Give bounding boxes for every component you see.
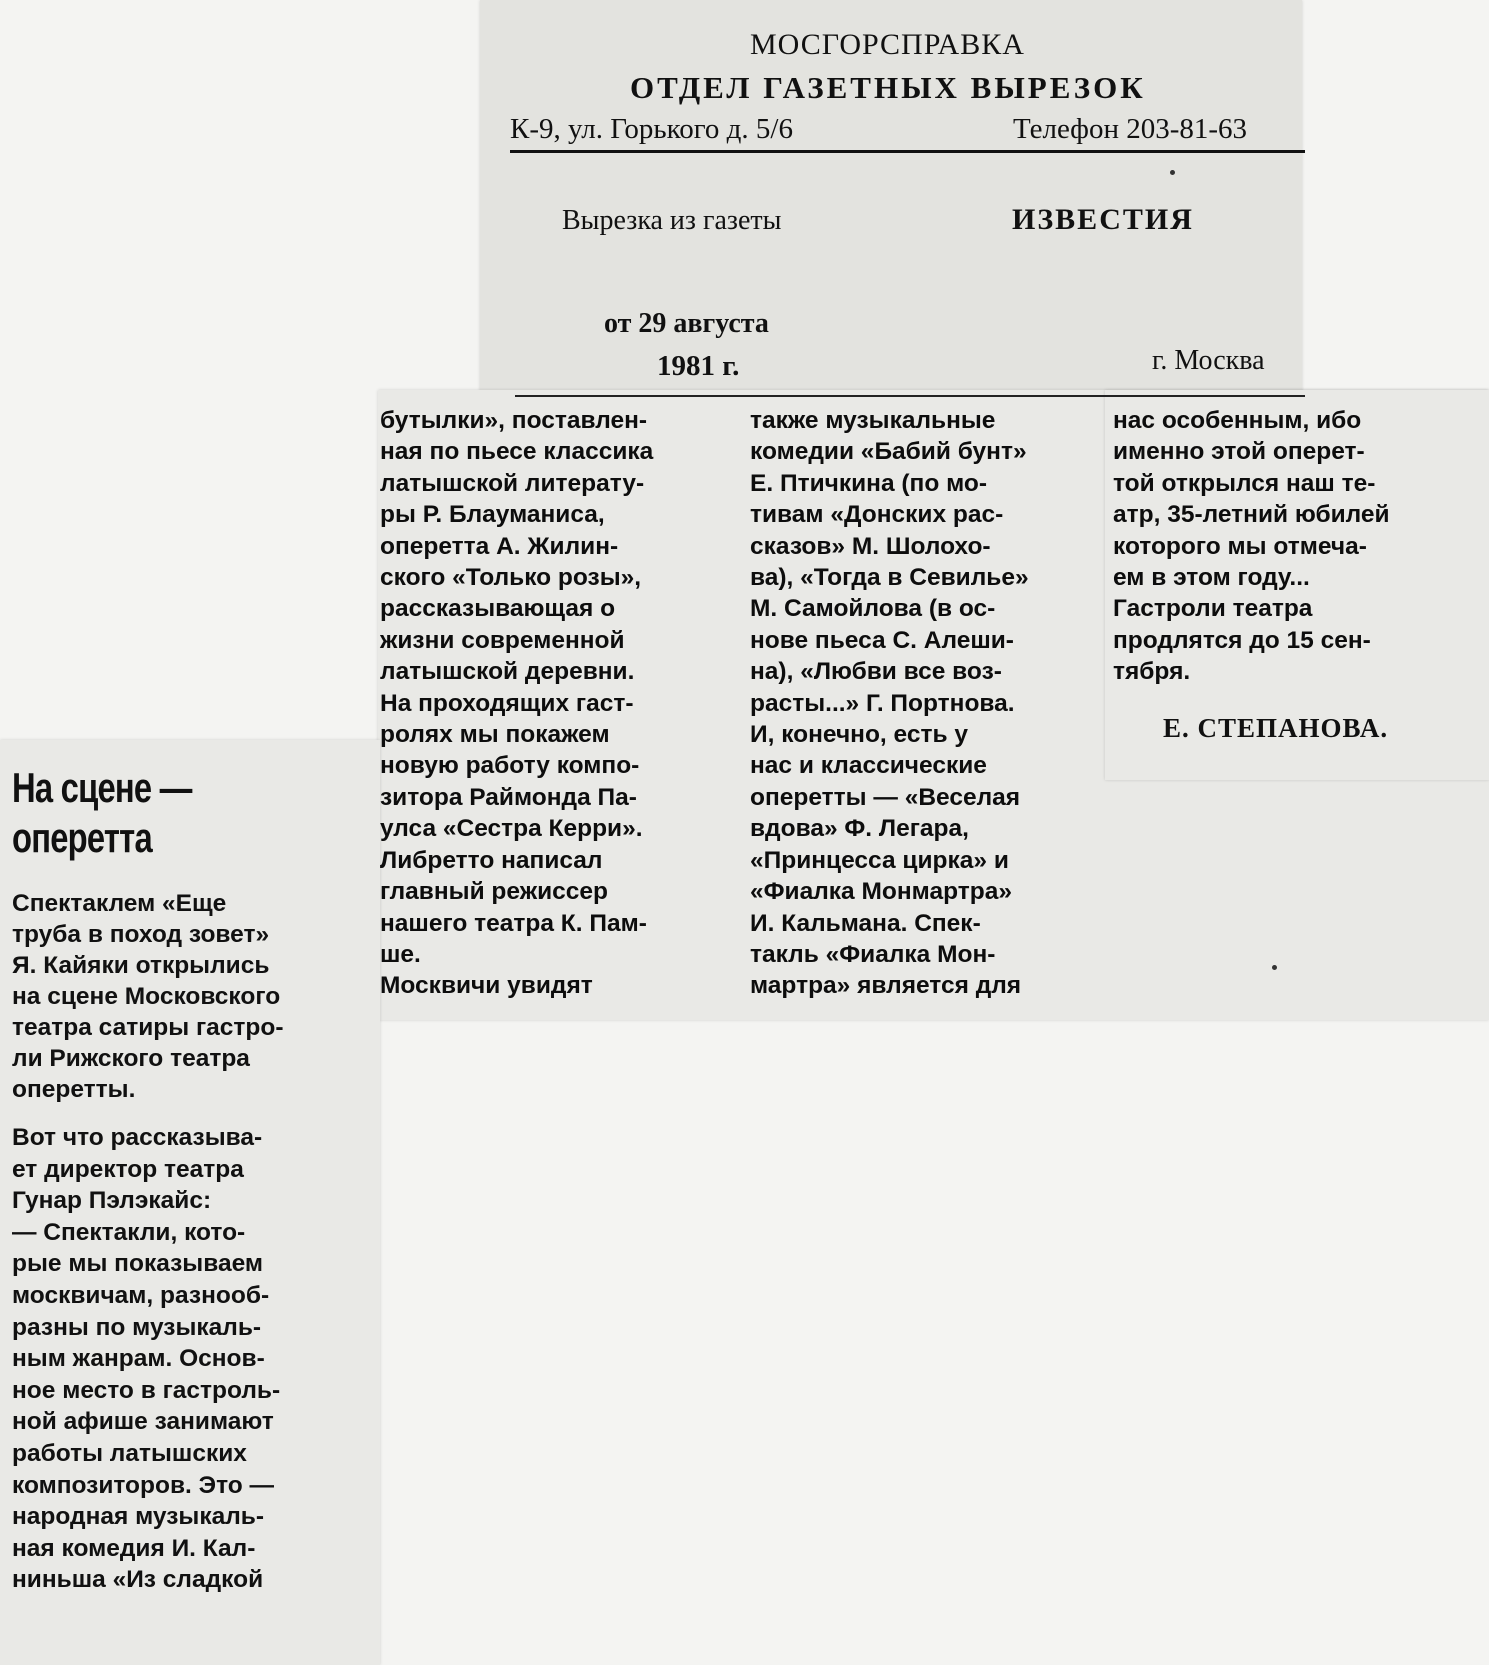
header-bottom-divider xyxy=(515,395,1305,397)
newspaper-name: ИЗВЕСТИЯ xyxy=(1012,203,1194,236)
article-left-column: Вот что рассказыва- ет директор театра Гунар Пэлэкайс: — Спектакли, кото- рые мы показываем москвичам, разнооб- разны по музыкаль- ным жанрам. Основ- ное место в гастроль- ной афише занимают работы латышских композиторов. Это — народная музыкаль- ная комедия И. Кал- ниньша «Из сладкой xyxy=(12,1124,281,1594)
article-column-2: также музыкальные комедии «Бабий бунт» Е. Птичкина (по мо- тивам «Донских рас- сказов» М. Шолохо- ва), «Тогда в Севилье» М. Самойлова (в ос- нове пьеса С. Алеши- на), «Любви все воз- расты...» Г. Портнова. И, конечно, есть у нас и классические оперетты — «Веселая вдова» Ф. Легара, «Принцесса цирка» и «Фиалка Монмартра» И. Кальмана. Спек- такль «Фиалка Мон- мартра» является для xyxy=(750,407,1029,1000)
header-divider xyxy=(510,150,1305,153)
agency-phone: Телефон 203-81-63 xyxy=(1013,113,1248,145)
article-column-1: бутылки», поставлен- ная по пьесе классика латышской литерату- ры Р. Блауманиса, оперетта А. Жилин- ского «Только розы», рассказывающая о жизни современной латышской деревни. На проходящих гаст- ролях мы покажем новую работу компо- зитора Раймонда Па- улса «Сестра Керри». Либретто написал главный режиссер нашего театра К. Пам- ше. Москвичи увидят xyxy=(380,407,654,1000)
clipping-date: от 29 августа xyxy=(604,308,769,339)
clipping-year: 1981 г. xyxy=(657,350,740,382)
source-label: Вырезка из газеты xyxy=(562,205,782,236)
clipping-city: г. Москва xyxy=(1152,345,1265,376)
article-lead: Спектаклем «Еще труба в поход зовет» Я. Кайяки открылись на сцене Московского театра сатиры гастро- ли Рижского театра оперетты. xyxy=(12,890,284,1103)
article-title: На сцене — оперетта xyxy=(12,764,192,861)
department-name: ОТДЕЛ ГАЗЕТНЫХ ВЫРЕЗОК xyxy=(630,70,1146,105)
article-column-3: нас особенным, ибо именно этой оперет- той открылся наш те- атр, 35-летний юбилей которого мы отмеча- ем в этом году... Гастроли театра продлятся до 15 сен- тября. xyxy=(1113,407,1390,686)
speck-mark xyxy=(1272,965,1277,970)
speck-mark xyxy=(1170,170,1175,175)
article-byline: Е. СТЕПАНОВА. xyxy=(1163,713,1389,743)
agency-name: МОСГОРСПРАВКА xyxy=(750,28,1025,61)
agency-address: К-9, ул. Горького д. 5/6 xyxy=(510,113,793,145)
